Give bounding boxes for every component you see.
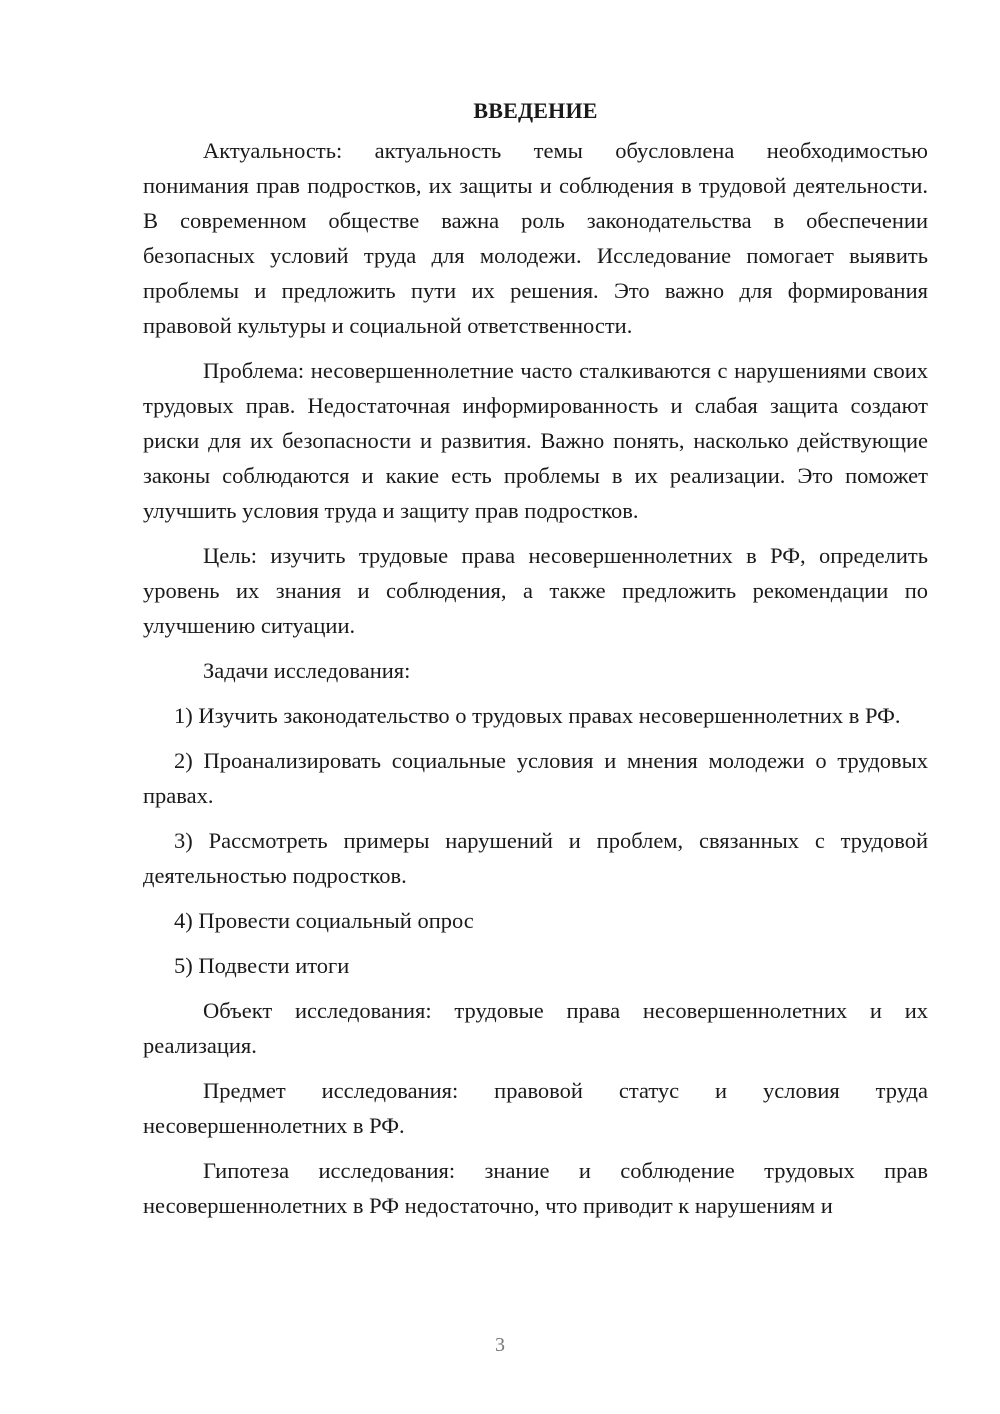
- page-number: 3: [495, 1334, 505, 1356]
- paragraph-object: Объект исследования: трудовые права несовершеннолетних и их реализация.: [143, 998, 928, 1058]
- task-item-3: 3) Рассмотреть примеры нарушений и проблем, связанных с трудовой деятельностью подростков.: [143, 828, 928, 888]
- tasks-heading: Задачи исследования:: [203, 658, 411, 683]
- task-item-2: 2) Проанализировать социальные условия и мнения молодежи о трудовых правах.: [143, 748, 928, 808]
- paragraph-relevance: Актуальность: актуальность темы обусловлена необходимостью понимания прав подростков, их защиты и соблюдения в трудовой деятельности. В современном обществе важна роль законодательства в обеспечении безопасных условий труда для молодежи. Исследование помогает выявить проблемы и предложить пути их решения. Это важно для формирования правовой культуры и социальной ответственности.: [143, 138, 928, 338]
- task-item-4: 4) Провести социальный опрос: [174, 908, 474, 933]
- task-item-5: 5) Подвести итоги: [174, 953, 350, 978]
- section-title: ВВЕДЕНИЕ: [473, 98, 598, 123]
- paragraph-problem: Проблема: несовершеннолетние часто сталкиваются с нарушениями своих трудовых прав. Недостаточная информированность и слабая защита создают риски для их безопасности и развития. Важно понять, насколько действующие законы соблюдаются и какие есть проблемы в их реализации. Это поможет улучшить условия труда и защиту прав подростков.: [143, 358, 928, 523]
- page-content: [143, 96, 928, 1233]
- paragraph-subject: Предмет исследования: правовой статус и условия труда несовершеннолетних в РФ.: [143, 1078, 928, 1138]
- task-item-1: 1) Изучить законодательство о трудовых правах несовершеннолетних в РФ.: [174, 703, 901, 728]
- paragraph-goal: Цель: изучить трудовые права несовершеннолетних в РФ, определить уровень их знания и соблюдения, а также предложить рекомендации по улучшению ситуации.: [143, 543, 928, 638]
- paragraph-hypothesis: Гипотеза исследования: знание и соблюдение трудовых прав несовершеннолетних в РФ недостаточно, что приводит к нарушениям и: [143, 1158, 928, 1218]
